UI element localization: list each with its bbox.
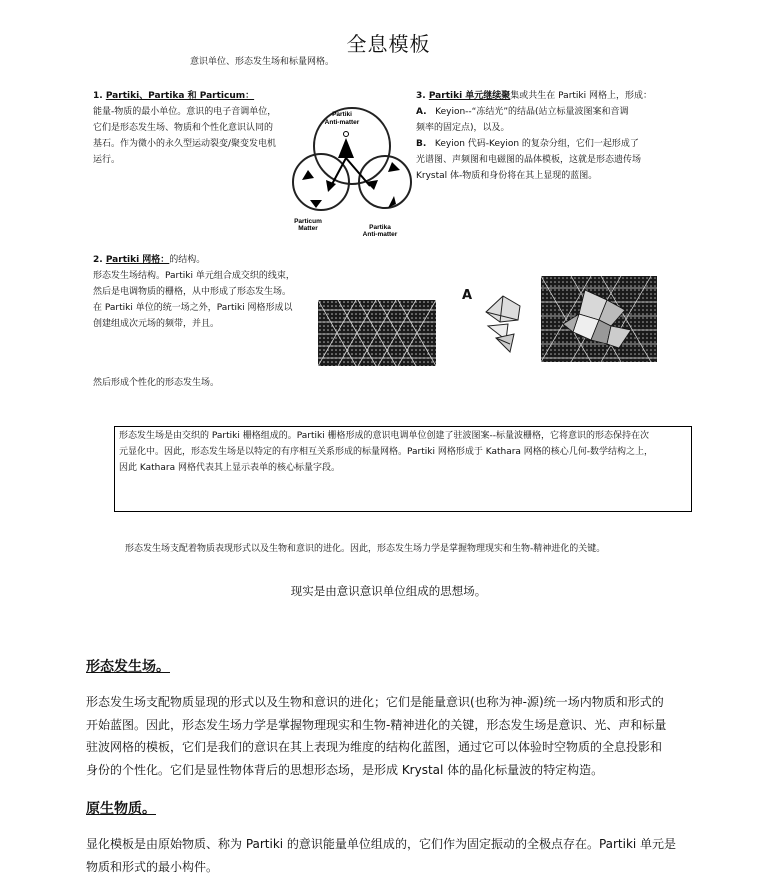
- section-3: [416, 88, 716, 184]
- section-1-line: 它们是形态发生场、物质和个性化意识认同的: [93, 123, 274, 133]
- section-1: [93, 88, 308, 168]
- morphogenetic-heading: 形态发生场。: [86, 659, 170, 675]
- section-3-item-b-cont: Krystal 体-物质和身份将在其上显现的蓝图。: [416, 171, 598, 181]
- diagram-label-antimatter-top: Anti-matter: [324, 119, 360, 126]
- section-1-title: Partiki、Partika 和 Particum：: [105, 91, 255, 101]
- box-line: 元显化中。因此，形态发生场是以特定的有序相互关系形成的标量网格。Partiki 网格形成于 Kathara 网格的核心几何-数学结构之上，: [119, 447, 654, 457]
- figure-label-a: A: [462, 288, 473, 303]
- paragraph-line: 显化模板是由原始物质、称为 Partiki 的意识能量单位组成的，它们作为固定振动的全极点存在。Partiki 单元是: [86, 837, 677, 851]
- paragraph-line: 形态发生场支配物质显现的形式以及生物和意识的进化；它们是能量意识(也称为神-源)统一场内物质和形式的: [86, 695, 664, 709]
- section-2-line: 创建组成次元场的频带，并且。: [93, 319, 220, 329]
- page-title: 全息模板: [346, 32, 431, 56]
- diagram-label-particum: Particum: [294, 218, 322, 225]
- section-1-line: 运行。: [93, 155, 121, 165]
- diagram-label-matter: Matter: [298, 225, 318, 232]
- section-3-heading: [416, 88, 716, 104]
- item-a-line: Keyion--“冻结光”的结晶(站立标量波图案和音调: [435, 107, 629, 117]
- morphogenetic-paragraph: [86, 691, 726, 781]
- primal-matter-heading: 原生物质。: [86, 801, 156, 817]
- item-b-line: Keyion 代码-Keyion 的复杂分组，它们一起形成了: [434, 139, 639, 149]
- diagram-label-antimatter-right: Anti-matter: [362, 231, 398, 238]
- section-2-line: 形态发生场结构。Partiki 单元组合成交织的线束，: [93, 271, 295, 281]
- section-3-item-b: [416, 136, 716, 152]
- paragraph-line: 身份的个性化。它们是显性物体背后的思想形态场，是形成 Krystal 体的晶化标量波的特定构造。: [86, 762, 604, 777]
- section-1-number: 1.: [93, 91, 106, 101]
- partiki-diagram: [288, 96, 416, 241]
- box-line: 形态发生场是由交织的 Partiki 栅格组成的。Partiki 栅格形成的意识电调单位创建了驻波图案--标量波栅格，它将意识的形态保持在次: [119, 431, 650, 441]
- section-3-item-b-cont: 光谱图、声频图和电磁图的晶体模板，这就是形态遗传场: [416, 155, 642, 165]
- paragraph-line: 开始蓝图。因此，形态发生场力学是掌握物理现实和生物-精神进化的关键，形态发生场是意识、光、声和标量: [86, 717, 667, 732]
- item-b-label: B.: [416, 139, 427, 149]
- section-2: [93, 252, 318, 332]
- section-1-heading: [93, 88, 308, 104]
- diagram-label-partika: Partika: [369, 224, 391, 231]
- section-2-title: Partiki 网格：: [105, 255, 170, 265]
- diagram-label-partiki: Partiki: [332, 111, 352, 118]
- primal-matter-paragraph: [86, 833, 726, 878]
- section-1-line: 基石。作为微小的永久型运动裂变/聚变发电机: [93, 139, 277, 149]
- item-a-label: A.: [416, 107, 427, 117]
- section-2-heading: [93, 252, 318, 268]
- paragraph-line: 驻波网格的模板，它们是我们的意识在其上表现为维度的结构化蓝图，通过它可以体验时空物质的全息投影和: [86, 740, 663, 754]
- section-2-line: 在 Partiki 单位的统一场之外，Partiki 网格形成以: [93, 303, 293, 313]
- morphogenetic-note: 形态发生场支配着物质表现形式以及生物和意识的进化。因此，形态发生场力学是掌握物理现实和生物-精神进化的关键。: [125, 544, 606, 554]
- section-2-title-rest: 的结构。: [169, 255, 206, 265]
- page-subtitle: 意识单位、形态发生场和标量网格。: [190, 57, 335, 67]
- section-2-after: 然后形成个性化的形态发生场。: [93, 378, 220, 388]
- section-2-number: 2.: [93, 255, 106, 265]
- paragraph-line: 物质和形式的最小构件。: [86, 859, 219, 874]
- reality-statement: 现实是由意识意识单位组成的思想场。: [290, 584, 487, 598]
- crystal-figure: [478, 294, 528, 356]
- partiki-grid-image: [318, 300, 436, 366]
- definition-box: [114, 426, 692, 512]
- section-3-number: 3.: [416, 91, 429, 101]
- keyion-grid-image: [541, 276, 657, 362]
- section-2-line: 然后是电调物质的栅格，从中形成了形态发生场。: [93, 287, 292, 297]
- section-1-line: 能量-物质的最小单位。意识的电子音调单位，: [93, 107, 277, 117]
- section-3-item-a: [416, 104, 716, 120]
- section-3-title: Partiki 单元继续聚: [428, 91, 511, 101]
- box-line: 因此 Kathara 网格代表其上显示表单的核心标量字段。: [119, 463, 340, 473]
- section-3-item-a-cont: 频率的固定点)，以及。: [416, 123, 510, 133]
- section-3-title-rest: 集或共生在 Partiki 网格上，形成：: [510, 91, 652, 101]
